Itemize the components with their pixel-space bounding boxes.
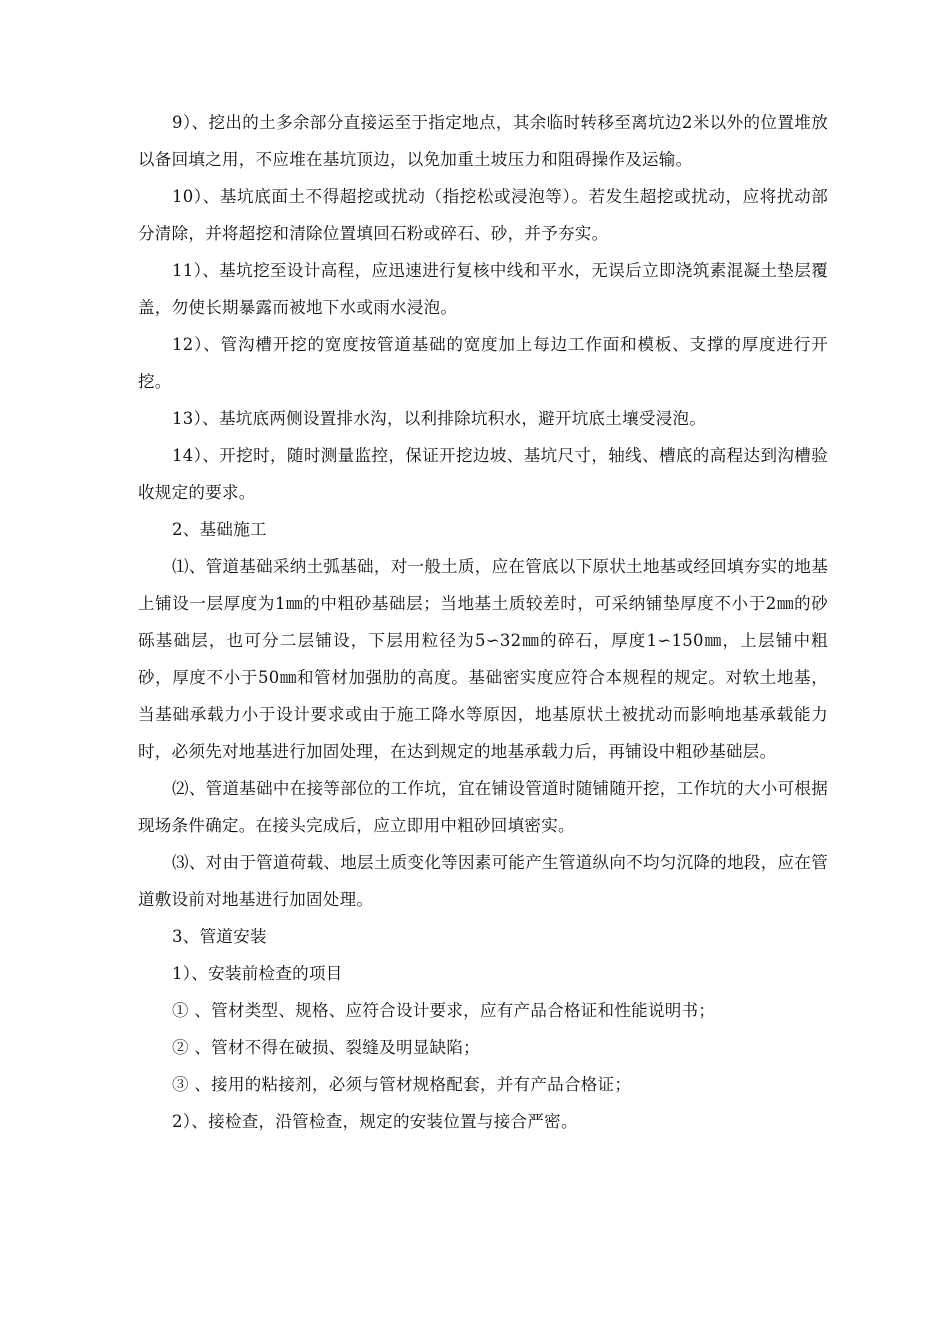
subheading-joint-check: 2）、接检查，沿管检查，规定的安装位置与接合严密。 [172,1112,578,1131]
paragraph-item-13: 13）、基坑底两侧设置排水沟，以利排除坑积水，避开坑底土壤受浸泡。 [172,409,707,428]
check-item-1: ① 、管材类型、规格、应符合设计要求，应有产品合格证和性能说明书； [172,1001,716,1020]
paragraph-item-9: 9）、挖出的土多余部分直接运至于指定地点，其余临时转移至离坑边2米以外的位置堆放以备回填之用，不应堆在基坑顶边，以免加重土坡压力和阻碍操作及运输。 [138,113,828,169]
subheading-pre-install-check: 1）、安装前检查的项目 [172,964,343,983]
section-heading-foundation: 2、基础施工 [172,520,267,539]
paragraph-foundation-1: ⑴、管道基础采纳土弧基础，对一般土质，应在管底以下原状土地基或经回填夯实的地基上铺设一层厚度为1㎜的中粗砂基础层；当地基土质较差时，可采纳铺垫厚度不小于2㎜的砂砾基础层，也可分二层铺设，下层用粒径为5∽32㎜的碎石，厚度1∽150㎜，上层铺中粗砂，厚度不小于50㎜和管材加强肋的高度。基础密实度应符合本规程的规定。对软土地基，当基础承载力小于设计要求或由于施工降水等原因，地基原状土被扰动而影响地基承载能力时，必须先对地基进行加固处理，在达到规定的地基承载力后，再铺设中粗砂基础层。 [138,557,828,761]
paragraph-item-11: 11）、基坑挖至设计高程，应迅速进行复核中线和平水，无误后立即浇筑素混凝土垫层覆盖，勿使长期暴露而被地下水或雨水浸泡。 [138,261,828,317]
check-item-2: ② 、管材不得在破损、裂缝及明显缺陷； [172,1038,480,1057]
document-body [138,104,828,1140]
section-heading-pipe-install: 3、管道安装 [172,927,267,946]
paragraph-item-10: 10）、基坑底面土不得超挖或扰动（指挖松或浸泡等）。若发生超挖或扰动，应将扰动部分清除，并将超挖和清除位置填回石粉或碎石、砂，并予夯实。 [138,187,828,243]
paragraph-foundation-2: ⑵、管道基础中在接等部位的工作坑，宜在铺设管道时随铺随开挖，工作坑的大小可根据现场条件确定。在接头完成后，应立即用中粗砂回填密实。 [138,779,828,835]
paragraph-item-12: 12）、管沟槽开挖的宽度按管道基础的宽度加上每边工作面和模板、支撑的厚度进行开挖。 [138,335,828,391]
paragraph-foundation-3: ⑶、对由于管道荷载、地层土质变化等因素可能产生管道纵向不均匀沉降的地段，应在管道敷设前对地基进行加固处理。 [138,853,828,909]
check-item-3: ③ 、接用的粘接剂，必须与管材规格配套，并有产品合格证； [172,1075,632,1094]
paragraph-item-14: 14）、开挖时，随时测量监控，保证开挖边坡、基坑尺寸，轴线、槽底的高程达到沟槽验收规定的要求。 [138,446,828,502]
